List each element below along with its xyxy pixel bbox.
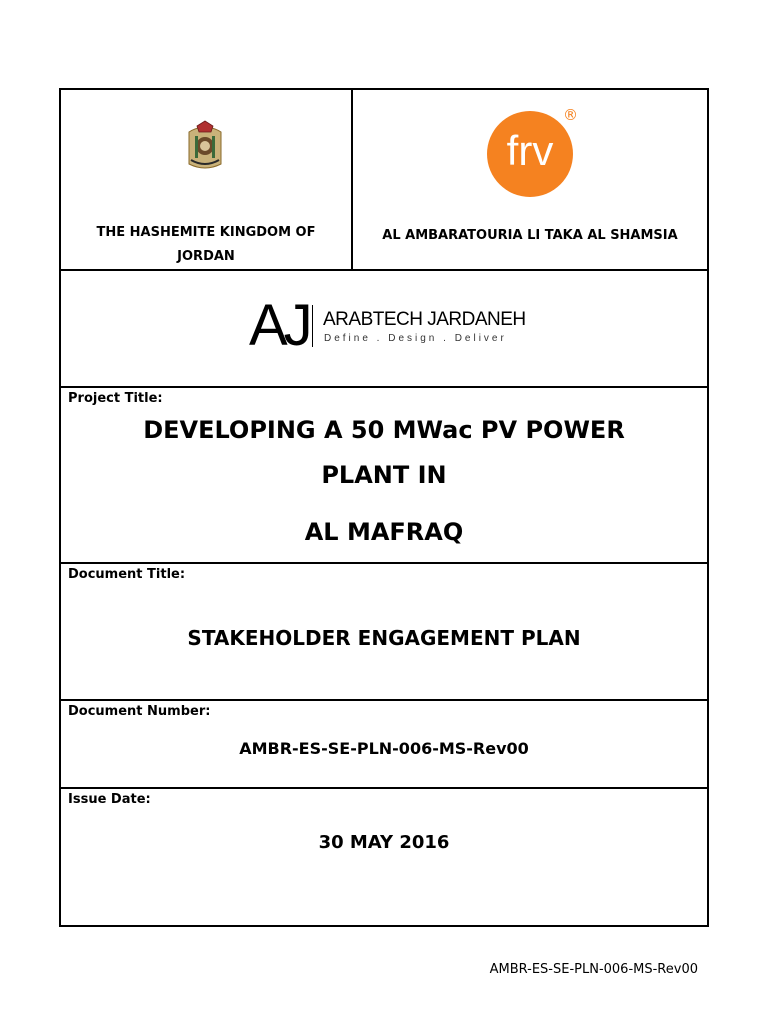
- issue-date-label: Issue Date:: [68, 792, 151, 807]
- document-number: AMBR-ES-SE-PLN-006-MS-Rev00: [239, 739, 529, 758]
- document-title: STAKEHOLDER ENGAGEMENT PLAN: [187, 626, 581, 650]
- project-title-line-2: PLANT IN: [321, 461, 447, 489]
- client-name: THE HASHEMITE KINGDOM OF JORDAN: [96, 225, 316, 264]
- project-label: Project Title:: [68, 391, 163, 406]
- client-cell: [61, 90, 353, 269]
- consultant-tagline: Define . Design . Deliver: [324, 333, 507, 344]
- cover-table: [59, 88, 709, 927]
- registered-mark: ®: [563, 106, 578, 124]
- consultant-name: ARABTECH JARDANEH: [323, 309, 526, 330]
- developer-name: AL AMBARATOURIA LI TAKA AL SHAMSIA: [382, 228, 678, 243]
- frv-logo: frv: [487, 111, 573, 197]
- document-title-row: [61, 564, 707, 701]
- issue-date: 30 MAY 2016: [318, 832, 450, 853]
- footer-document-ref: AMBR-ES-SE-PLN-006-MS-Rev00: [489, 962, 698, 977]
- document-number-row: [61, 701, 707, 789]
- logo-divider: [312, 305, 313, 347]
- document-title-label: Document Title:: [68, 567, 186, 582]
- project-title-line-1: DEVELOPING A 50 MWac PV POWER: [143, 416, 625, 444]
- jordan-coat-of-arms-icon: [183, 120, 227, 172]
- consultant-row: [61, 271, 707, 388]
- header-row: [61, 90, 707, 271]
- project-title-line-3: AL MAFRAQ: [304, 518, 464, 546]
- aj-logo-mark: AJ: [249, 293, 309, 358]
- document-number-label: Document Number:: [68, 704, 211, 719]
- issue-date-row: [61, 789, 707, 925]
- project-row: [61, 388, 707, 564]
- developer-cell: [353, 90, 707, 269]
